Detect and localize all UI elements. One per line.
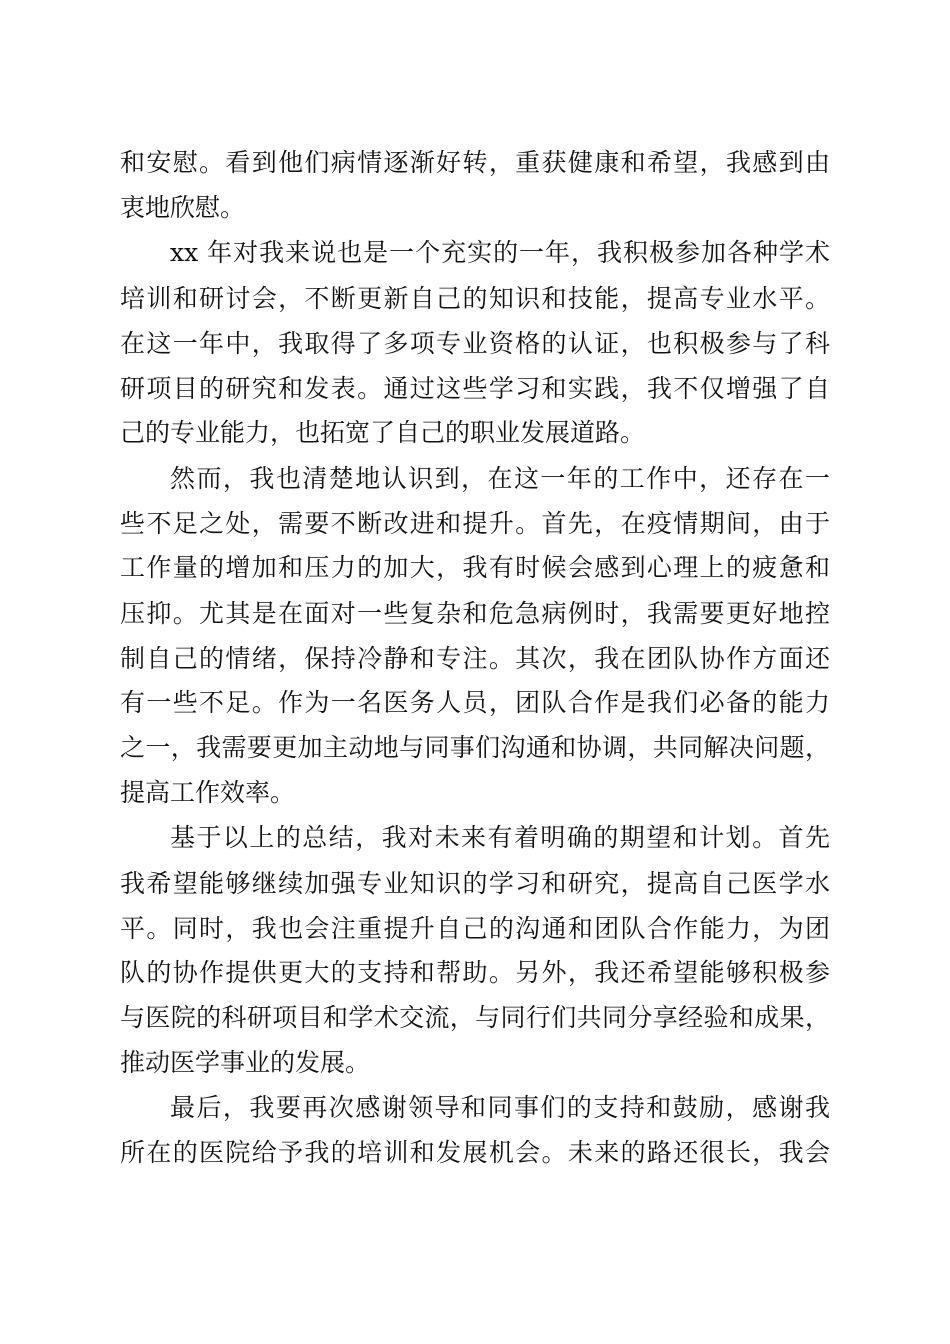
paragraph-first-line: 然而，我也清楚地认识到，在这一年的工作中，还存在一	[170, 464, 830, 493]
text-line: 制自己的情绪，保持冷静和专注。其次，我在团队协作方面还	[120, 644, 830, 673]
text-line: 些不足之处，需要不断改进和提升。首先，在疫情期间，由于	[120, 509, 830, 538]
text-line: 与医院的科研项目和学术交流，与同行们共同分享经验和成果，	[120, 1003, 830, 1032]
text-line: 所在的医院给予我的培训和发展机会。未来的路还很长，我会	[120, 1138, 830, 1167]
text-line: 在这一年中，我取得了多项专业资格的认证，也积极参与了科	[120, 329, 830, 358]
text-line: 压抑。尤其是在面对一些复杂和危急病例时，我需要更好地控	[120, 599, 830, 628]
text-line: 和安慰。看到他们病情逐渐好转，重获健康和希望，我感到由	[120, 148, 830, 177]
text-line: 培训和研讨会，不断更新自己的知识和技能，提高专业水平。	[120, 284, 830, 313]
text-line: 之一，我需要更加主动地与同事们沟通和协调，共同解决问题，	[120, 733, 830, 762]
text-line: 有一些不足。作为一名医务人员，团队合作是我们必备的能力	[120, 688, 830, 717]
text-line: 平。同时，我也会注重提升自己的沟通和团队合作能力，为团	[120, 914, 830, 943]
text-line: 衷地欣慰。	[120, 193, 246, 222]
text-line: 己的专业能力，也拓宽了自己的职业发展道路。	[120, 418, 646, 447]
text-line: 队的协作提供更大的支持和帮助。另外，我还希望能够积极参	[120, 958, 830, 987]
paragraph-first-line: xx 年对我来说也是一个充实的一年，我积极参加各种学术	[170, 238, 830, 267]
text-line: 推动医学事业的发展。	[120, 1048, 371, 1077]
text-line: 研项目的研究和发表。通过这些学习和实践，我不仅增强了自	[120, 374, 830, 403]
text-line: 提高工作效率。	[120, 778, 296, 807]
text-line: 工作量的增加和压力的加大，我有时候会感到心理上的疲惫和	[120, 553, 830, 582]
paragraph-first-line: 基于以上的总结，我对未来有着明确的期望和计划。首先	[170, 823, 830, 852]
text-line: 我希望能够继续加强专业知识的学习和研究，提高自己医学水	[120, 869, 830, 898]
paragraph-first-line: 最后，我要再次感谢领导和同事们的支持和鼓励，感谢我	[170, 1093, 830, 1122]
